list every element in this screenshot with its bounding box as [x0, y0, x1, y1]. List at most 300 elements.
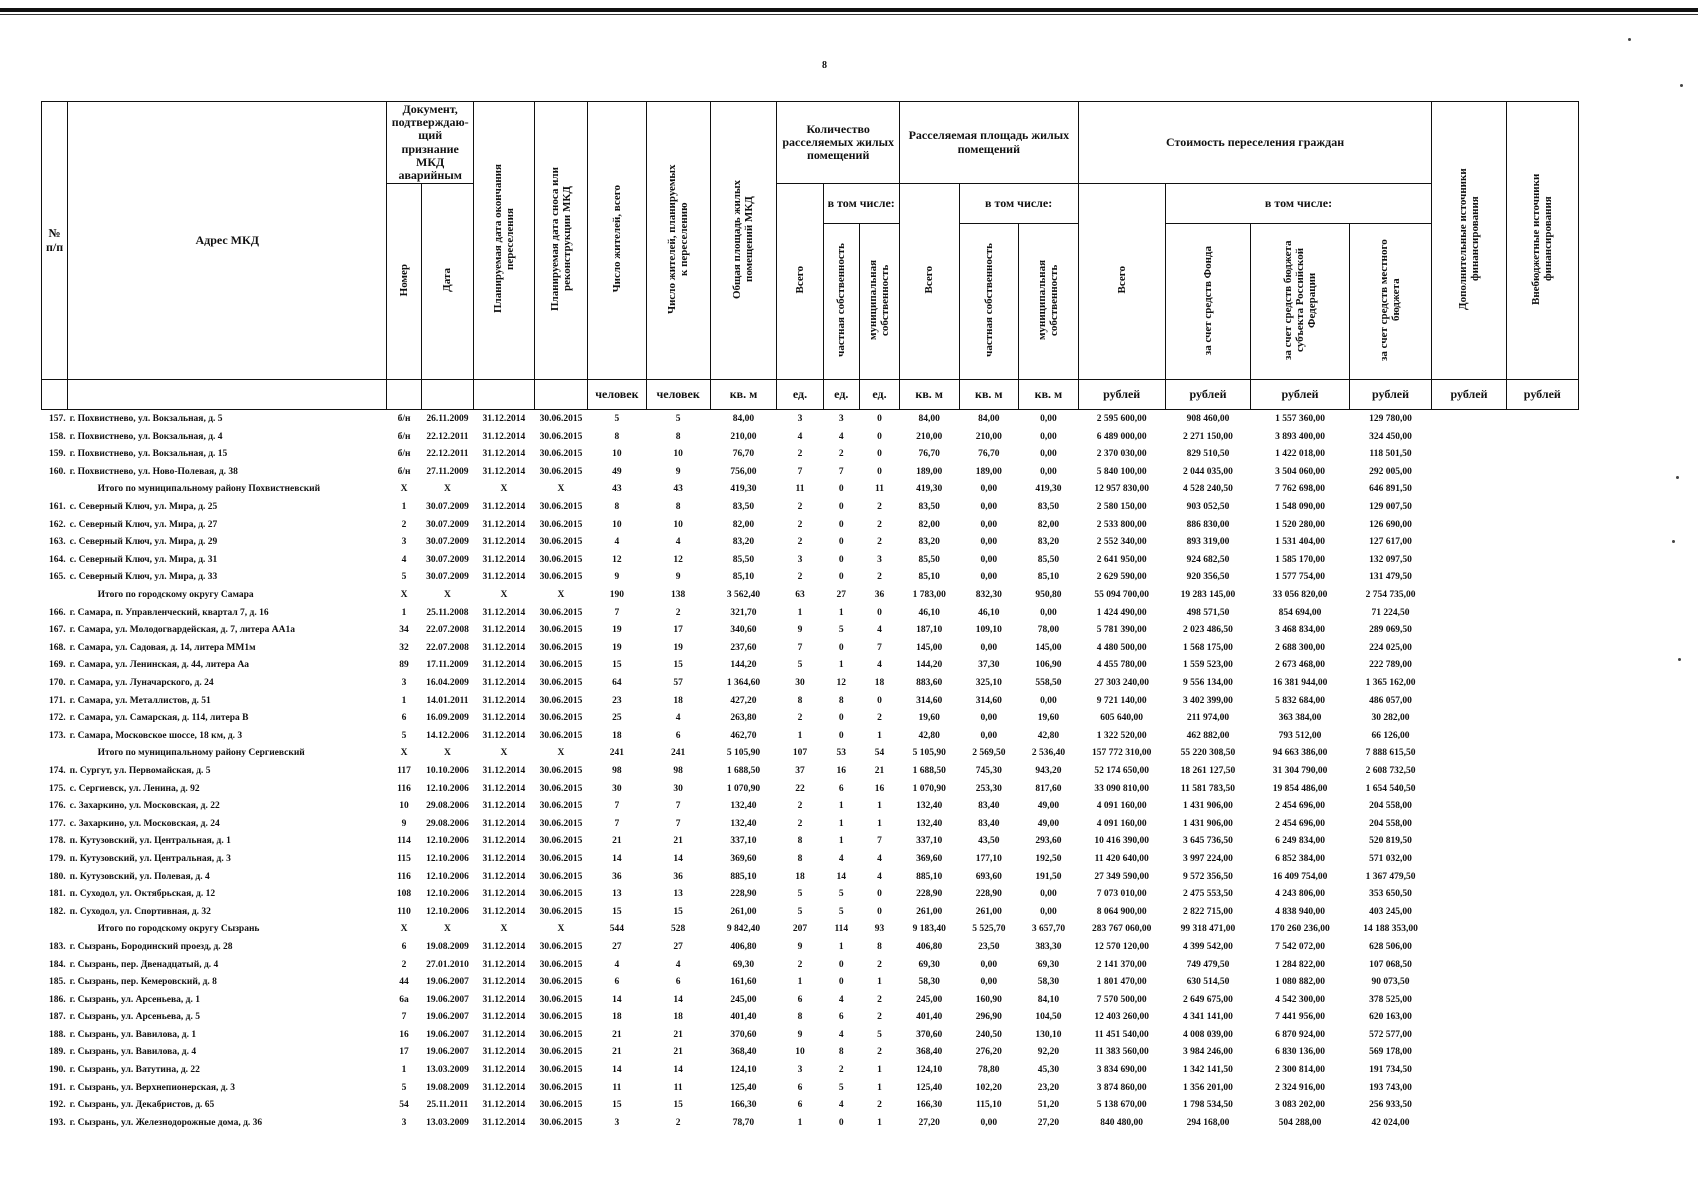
- table-row: [42, 797, 1579, 815]
- cell-6: 14: [612, 1065, 622, 1076]
- cell-12: 9 183,40: [912, 924, 946, 935]
- cell-2: 9: [401, 818, 407, 829]
- cell-10: 0: [838, 977, 844, 988]
- cell-empty: [1506, 938, 1578, 956]
- cell-5: 30.06.2015: [539, 660, 583, 671]
- cell-9: 1: [797, 730, 803, 741]
- header-area-total: Всего: [923, 266, 936, 294]
- cell-empty: [1432, 815, 1506, 833]
- cell-7: 15: [673, 906, 683, 917]
- cell-2: 5: [401, 1082, 407, 1093]
- cell-5: 30.06.2015: [539, 1065, 583, 1076]
- cell-8: 406,80: [730, 941, 757, 952]
- cell-6: 8: [614, 431, 620, 442]
- cell-9: 8: [797, 695, 803, 706]
- cell-14: 0,00: [1040, 431, 1057, 442]
- cell-16: 211 974,00: [1186, 713, 1230, 724]
- table-row: [42, 498, 1579, 516]
- table-row: [42, 463, 1579, 481]
- cell-1: г. Сызрань, ул. Ватутина, д. 22: [69, 1065, 200, 1076]
- cell-1: г. Сызрань, ул. Верхнепионерская, д. 3: [69, 1082, 236, 1093]
- cell-2: 6: [401, 713, 407, 724]
- cell-16: 2 044 035,00: [1183, 466, 1233, 477]
- cell-3: 19.06.2007: [426, 977, 469, 988]
- unit-sqm: кв. м: [710, 380, 777, 410]
- cell-18: 486 057,00: [1369, 695, 1412, 706]
- cell-empty: [1432, 657, 1506, 675]
- cell-7: 21: [673, 836, 683, 847]
- cell-12: 5 105,90: [912, 748, 946, 759]
- cell-8: 370,60: [730, 1029, 757, 1040]
- cell-1: г. Похвистнево, ул. Вокзальная, д. 5: [69, 414, 223, 425]
- cell-8: 368,40: [730, 1047, 757, 1058]
- cell-13: 115,10: [976, 1100, 1002, 1111]
- cell-6: 10: [612, 449, 622, 460]
- cell-14: 85,10: [1037, 572, 1060, 583]
- cell-empty: [1432, 551, 1506, 569]
- table-row: [42, 692, 1579, 710]
- cell-17: 6 830 136,00: [1275, 1047, 1325, 1058]
- cell-11: 3: [877, 554, 882, 565]
- cell-8: 132,40: [730, 801, 757, 812]
- cell-empty: [1432, 1114, 1506, 1132]
- cell-empty: [1432, 533, 1506, 551]
- scan-speck: [1680, 84, 1683, 87]
- cell-7: 528: [670, 924, 686, 935]
- cell-8: 84,00: [732, 414, 755, 425]
- table-row: [42, 780, 1579, 798]
- cell-6: 27: [612, 941, 622, 952]
- cell-10: 0: [838, 519, 844, 530]
- cell-16: 1 568 175,00: [1183, 642, 1233, 653]
- cell-3: 19.08.2009: [426, 941, 469, 952]
- cell-15: 2 641 950,00: [1096, 554, 1147, 565]
- cell-10: 4: [838, 853, 844, 864]
- cell-16: 4 008 039,00: [1183, 1029, 1233, 1040]
- cell-15: 4 091 160,00: [1096, 801, 1147, 812]
- cell-7: 13: [673, 889, 683, 900]
- cell-0: 164.: [49, 554, 66, 565]
- cell-10: 4: [838, 994, 844, 1005]
- cell-3: 13.03.2009: [426, 1065, 469, 1076]
- cell-empty: [1432, 410, 1506, 428]
- cell-17: 1 080 882,00: [1275, 977, 1325, 988]
- cell-10: 7: [838, 466, 844, 477]
- header-num: № п/п: [42, 102, 68, 380]
- cell-empty: [1432, 1026, 1506, 1044]
- cell-13: 43,50: [978, 836, 1000, 847]
- cell-15: 55 094 700,00: [1094, 590, 1149, 601]
- cell-empty: [1506, 973, 1578, 991]
- cell-6: 8: [614, 502, 620, 513]
- unit-rub: рублей: [1506, 380, 1578, 410]
- cell-empty: [1506, 481, 1578, 499]
- cell-0: 186.: [49, 994, 66, 1005]
- cell-4: 31.12.2014: [482, 1047, 526, 1058]
- unit-rub: рублей: [1349, 380, 1432, 410]
- cell-5: 30.06.2015: [539, 1047, 583, 1058]
- cell-4: 31.12.2014: [482, 625, 526, 636]
- cell-16: 18 261 127,50: [1180, 765, 1236, 776]
- cell-0: 157.: [49, 414, 66, 425]
- cell-15: 12 570 120,00: [1094, 941, 1149, 952]
- cell-2: 110: [397, 906, 411, 917]
- cell-10: 1: [838, 660, 844, 671]
- cell-empty: [1432, 833, 1506, 851]
- cell-14: 950,80: [1035, 590, 1062, 601]
- cell-10: 16: [836, 765, 847, 776]
- header-count-private: частная собственность: [835, 243, 848, 358]
- cell-empty: [1432, 692, 1506, 710]
- cell-empty: [1506, 991, 1578, 1009]
- cell-5: 30.06.2015: [539, 642, 583, 653]
- cell-4: 31.12.2014: [482, 414, 526, 425]
- cell-empty: [1506, 657, 1578, 675]
- cell-17: 793 512,00: [1278, 730, 1322, 741]
- cell-18: 520 819,50: [1369, 836, 1412, 847]
- cell-1: п. Суходол, ул. Спортивная, д. 32: [69, 906, 211, 917]
- cell-8: 756,00: [730, 466, 757, 477]
- subtotal-row: [42, 745, 1579, 763]
- cell-12: 406,80: [916, 941, 943, 952]
- header-count-municipal: муниципальная собственность: [867, 260, 892, 341]
- cell-2: 3: [401, 678, 407, 689]
- cell-3: 12.10.2006: [426, 836, 469, 847]
- cell-1: с. Северный Ключ, ул. Мира, д. 33: [69, 572, 218, 583]
- cell-10: 2: [838, 1065, 844, 1076]
- unit-sqm: кв. м: [1019, 380, 1079, 410]
- table-row: [42, 991, 1579, 1009]
- cell-13: 177,10: [975, 853, 1002, 864]
- cell-3: 25.11.2008: [426, 607, 469, 618]
- cell-3: X: [444, 484, 451, 495]
- cell-12: 84,00: [918, 414, 940, 425]
- cell-empty: [1506, 639, 1578, 657]
- cell-2: X: [400, 748, 408, 759]
- cell-3: X: [444, 748, 451, 759]
- cell-11: 2: [877, 572, 882, 583]
- cell-empty: [1506, 815, 1578, 833]
- cell-5: 30.06.2015: [539, 519, 583, 530]
- table-row: [42, 956, 1579, 974]
- cell-3: X: [444, 590, 451, 601]
- cell-8: 401,40: [730, 1012, 757, 1023]
- cell-14: 383,30: [1035, 941, 1062, 952]
- cell-9: 10: [795, 1047, 805, 1058]
- cell-11: 1: [877, 1082, 882, 1093]
- subtotal-row: [42, 586, 1579, 604]
- cell-9: 3: [797, 414, 803, 425]
- cell-4: 31.12.2014: [482, 607, 526, 618]
- cell-14: 293,60: [1035, 836, 1062, 847]
- cell-15: 7 073 010,00: [1096, 889, 1147, 900]
- cell-17: 6 852 384,00: [1275, 853, 1325, 864]
- cell-empty: [1506, 533, 1578, 551]
- cell-12: 337,10: [916, 836, 943, 847]
- cell-7: 4: [675, 713, 681, 724]
- cell-16: 2 475 553,50: [1183, 889, 1233, 900]
- cell-9: 37: [795, 765, 805, 776]
- cell-2: 1: [401, 607, 407, 618]
- cell-11: 2: [877, 1100, 882, 1111]
- cell-7: 9: [675, 572, 681, 583]
- cell-5: 30.06.2015: [539, 713, 583, 724]
- cell-2: б/н: [397, 466, 411, 477]
- cell-5: 30.06.2015: [539, 959, 583, 970]
- cell-3: 16.09.2009: [426, 713, 469, 724]
- cell-0: [42, 586, 68, 604]
- cell-17: 1 557 360,00: [1275, 414, 1325, 425]
- cell-15: 6 489 000,00: [1096, 431, 1147, 442]
- cell-8: 125,40: [730, 1082, 757, 1093]
- cell-2: 1: [401, 502, 407, 513]
- cell-15: 1 322 520,00: [1096, 730, 1147, 741]
- cell-0: 185.: [49, 977, 66, 988]
- cell-15: 2 595 600,00: [1096, 414, 1147, 425]
- cell-7: 11: [673, 1082, 683, 1093]
- cell-8: 210,00: [730, 431, 757, 442]
- cell-6: 98: [612, 765, 622, 776]
- cell-17: 94 663 386,00: [1272, 748, 1328, 759]
- cell-9: 107: [792, 748, 808, 759]
- cell-15: 2 552 340,00: [1096, 537, 1147, 548]
- cell-5: 30.06.2015: [539, 765, 583, 776]
- cell-16: 893 319,00: [1186, 537, 1230, 548]
- cell-10: 1: [838, 607, 844, 618]
- table-row: [42, 1009, 1579, 1027]
- table-row: [42, 903, 1579, 921]
- cell-15: 52 174 650,00: [1094, 765, 1149, 776]
- cell-16: 1 431 906,00: [1183, 801, 1233, 812]
- cell-11: 2: [877, 1047, 882, 1058]
- table-row: [42, 428, 1579, 446]
- cell-empty: [1506, 1114, 1578, 1132]
- cell-3: 22.12.2011: [426, 449, 469, 460]
- cell-5: 30.06.2015: [539, 977, 583, 988]
- cell-18: 324 450,00: [1369, 431, 1412, 442]
- cell-16: 4 341 141,00: [1183, 1012, 1233, 1023]
- cell-13: 0,00: [980, 1117, 998, 1128]
- cell-6: 18: [612, 730, 622, 741]
- cell-3: 19.06.2007: [426, 1029, 469, 1040]
- cell-7: 14: [673, 994, 683, 1005]
- cell-13: 83,40: [978, 818, 1000, 829]
- cell-4: 31.12.2014: [482, 994, 526, 1005]
- scan-speck: [1676, 476, 1679, 479]
- cell-13: 0,00: [980, 519, 998, 530]
- cell-7: 241: [670, 748, 686, 759]
- cell-2: 34: [399, 625, 409, 636]
- cell-13: 693,60: [975, 871, 1002, 882]
- cell-7: 21: [673, 1047, 683, 1058]
- cell-1: г. Самара, ул. Ленинская, д. 44, литера Аа: [69, 660, 250, 671]
- cell-2: 5: [401, 730, 407, 741]
- cell-11: 0: [877, 414, 882, 425]
- cell-11: 2: [877, 519, 882, 530]
- cell-12: 125,40: [916, 1082, 943, 1093]
- cell-4: 31.12.2014: [482, 519, 526, 530]
- table-row: [42, 833, 1579, 851]
- cell-11: 0: [877, 466, 882, 477]
- cell-13: 0,00: [980, 642, 998, 653]
- cell-6: 15: [612, 906, 622, 917]
- cell-12: 245,00: [916, 994, 943, 1005]
- cell-empty: [1506, 727, 1578, 745]
- cell-11: 21: [874, 765, 885, 776]
- cell-12: 27,20: [918, 1117, 940, 1128]
- cell-17: 4 838 940,00: [1275, 906, 1325, 917]
- cell-15: 2 580 150,00: [1096, 502, 1147, 513]
- cell-7: 15: [673, 1100, 683, 1111]
- cell-15: 157 772 310,00: [1091, 748, 1152, 759]
- cell-11: 2: [877, 713, 882, 724]
- cell-18: 256 933,50: [1369, 1100, 1412, 1111]
- cell-4: 31.12.2014: [482, 502, 526, 513]
- header-cost-total: Всего: [1115, 266, 1128, 294]
- cell-13: 832,30: [975, 590, 1002, 601]
- cell-5: 30.06.2015: [539, 678, 583, 689]
- cell-15: 10 416 390,00: [1094, 836, 1149, 847]
- cell-16: 920 356,50: [1186, 572, 1230, 583]
- header-address: Адрес МКД: [68, 102, 387, 380]
- cell-1: г. Сызрань, ул. Арсеньева, д. 1: [69, 994, 200, 1005]
- cell-7: 17: [673, 625, 683, 636]
- cell-1: с. Северный Ключ, ул. Мира, д. 29: [69, 537, 218, 548]
- cell-10: 12: [836, 678, 847, 689]
- cell-5: 30.06.2015: [539, 801, 583, 812]
- cell-empty: [1432, 991, 1506, 1009]
- unit-people: человек: [588, 380, 647, 410]
- cell-empty: [1432, 604, 1506, 622]
- cell-10: 14: [836, 871, 847, 882]
- table-row: [42, 621, 1579, 639]
- cell-11: 7: [877, 836, 882, 847]
- cell-12: 83,20: [918, 537, 940, 548]
- cell-empty: [1432, 674, 1506, 692]
- cell-empty: [1432, 797, 1506, 815]
- cell-17: 5 832 684,00: [1275, 695, 1325, 706]
- cell-12: 76,70: [918, 449, 940, 460]
- cell-16: 749 479,50: [1186, 959, 1230, 970]
- cell-13: 76,70: [978, 449, 1000, 460]
- cell-18: 289 069,50: [1369, 625, 1412, 636]
- cell-10: 0: [838, 642, 844, 653]
- cell-2: 4: [401, 554, 407, 565]
- cell-17: 2 454 696,00: [1275, 818, 1325, 829]
- cell-10: 4: [838, 431, 844, 442]
- header-additional-sources: Дополнительные источники финансирования: [1456, 168, 1481, 310]
- cell-11: 1: [877, 801, 882, 812]
- unit-people: человек: [646, 380, 710, 410]
- cell-8: 340,60: [730, 625, 757, 636]
- cell-5: X: [557, 484, 565, 495]
- cell-9: 5: [797, 889, 803, 900]
- cell-empty: [1432, 498, 1506, 516]
- cell-15: 5 138 670,00: [1096, 1100, 1147, 1111]
- cell-1: п. Кутузовский, ул. Центральная, д. 1: [69, 836, 231, 847]
- cell-4: 31.12.2014: [482, 1082, 526, 1093]
- cell-8: 245,00: [730, 994, 757, 1005]
- cell-3: 14.12.2006: [426, 730, 469, 741]
- cell-0: [42, 921, 68, 939]
- scan-speck: [1672, 540, 1675, 543]
- cell-18: 222 789,00: [1369, 660, 1412, 671]
- cell-16: 4 528 240,50: [1183, 484, 1233, 495]
- cell-15: 5 781 390,00: [1096, 625, 1147, 636]
- cell-2: б/н: [397, 414, 411, 425]
- cell-12: 189,00: [916, 466, 943, 477]
- cell-4: X: [500, 590, 508, 601]
- cell-0: 169.: [49, 660, 66, 671]
- cell-11: 0: [877, 906, 882, 917]
- cell-12: 1 070,90: [912, 783, 946, 794]
- cell-3: 27.01.2010: [426, 959, 469, 970]
- cell-8: 85,50: [732, 554, 755, 565]
- cell-11: 2: [877, 1012, 882, 1023]
- table-row: [42, 727, 1579, 745]
- header-doc-date: Дата: [441, 268, 454, 293]
- cell-13: 0,00: [980, 502, 998, 513]
- cell-4: 31.12.2014: [482, 941, 526, 952]
- cell-18: 403 245,00: [1369, 906, 1412, 917]
- cell-4: 31.12.2014: [482, 977, 526, 988]
- cell-13: 2 569,50: [972, 748, 1006, 759]
- cell-empty: [1432, 921, 1506, 939]
- table-row: [42, 850, 1579, 868]
- cell-11: 4: [877, 853, 882, 864]
- cell-13: 228,90: [975, 889, 1002, 900]
- cell-7: 7: [675, 801, 681, 812]
- cell-4: 31.12.2014: [482, 853, 526, 864]
- cell-3: 17.11.2009: [426, 660, 469, 671]
- cell-0: 193.: [49, 1117, 66, 1128]
- cell-16: 462 882,00: [1186, 730, 1230, 741]
- cell-8: 76,70: [732, 449, 755, 460]
- cell-4: X: [500, 748, 508, 759]
- cell-5: 30.06.2015: [539, 1117, 583, 1128]
- cell-7: 10: [673, 519, 683, 530]
- cell-empty: [1506, 498, 1578, 516]
- cell-9: 8: [797, 1012, 803, 1023]
- cell-18: 107 068,50: [1369, 959, 1412, 970]
- cell-11: 2: [877, 994, 882, 1005]
- cell-9: 1: [797, 977, 803, 988]
- cell-empty: [1432, 516, 1506, 534]
- cell-16: 2 023 486,50: [1183, 625, 1233, 636]
- cell-10: 3: [838, 414, 844, 425]
- cell-10: 0: [838, 484, 844, 495]
- cell-empty: [1506, 428, 1578, 446]
- cell-5: 30.06.2015: [539, 994, 583, 1005]
- cell-16: 1 431 906,00: [1183, 818, 1233, 829]
- cell-7: 43: [673, 484, 683, 495]
- cell-5: 30.06.2015: [539, 414, 583, 425]
- cell-18: 126 690,00: [1369, 519, 1412, 530]
- cell-3: 30.07.2009: [426, 537, 469, 548]
- table-row: [42, 973, 1579, 991]
- table-body: [42, 410, 1579, 1132]
- header-area-private: частная собственность: [982, 243, 995, 358]
- cell-4: 31.12.2014: [482, 836, 526, 847]
- cell-0: 179.: [49, 853, 66, 864]
- cell-6: 19: [612, 625, 622, 636]
- table-row: [42, 1079, 1579, 1097]
- cell-13: 102,20: [975, 1082, 1002, 1093]
- table-row: [42, 868, 1579, 886]
- cell-12: 85,50: [918, 554, 940, 565]
- cell-10: 1: [838, 941, 844, 952]
- cell-5: X: [557, 590, 565, 601]
